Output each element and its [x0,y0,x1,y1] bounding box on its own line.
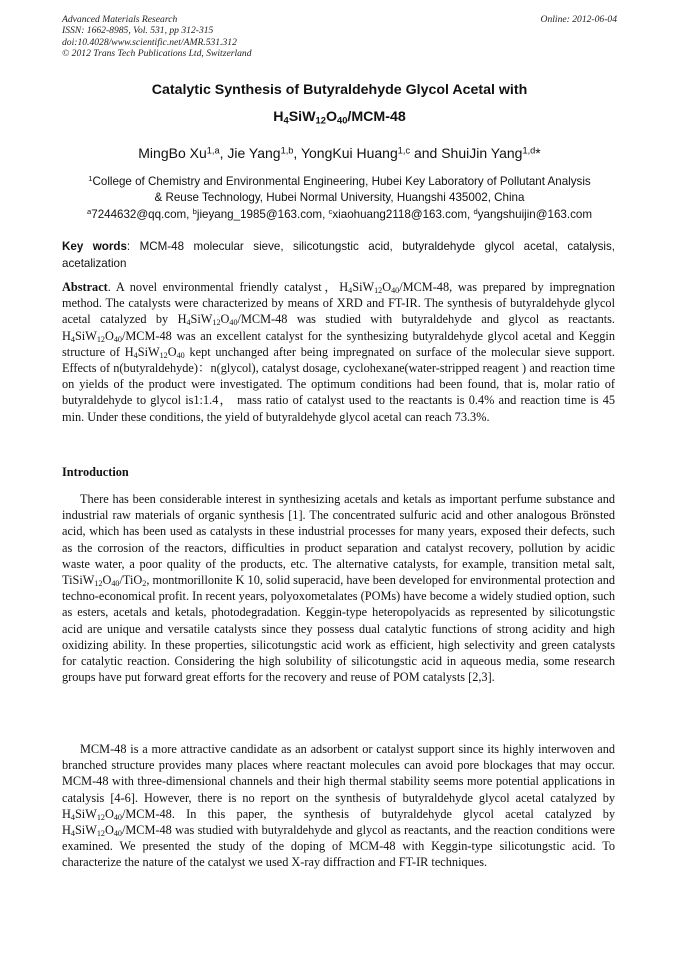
keywords-label: Key words [62,240,127,253]
paper-title-line-1: Catalytic Synthesis of Butyraldehyde Glycol Acetal with [151,82,528,98]
copyright-line: © 2012 Trans Tech Publications Ltd, Switzerland [62,47,252,59]
email-link[interactable]: jieyang_1985@163.com, [196,208,329,221]
introduction-paragraph-1: There has been considerable interest in synthesizing acetals and ketals as important perfume substance and industrial raw materials of organic synthesis [1]. The concentrated sulfuric acid and other analogous Brönsted acid, which has been used as catalysts in these industrial processes for many years, exposed their defects, such as the corrosion of the reactors, difficulties in product separation and catalyst recovery, pollution by acidic waste water, a poor quality of the products, etc. The alternative catalysts, for example, transition metal salt, $TiSiW_{12}O_{40}/TiO_2$, montmorillonite K 10, solid superacid, have been developed for environmental protection and techno-economical profit. In recent years, polyoxometalates (POMs) have become a widely studied option, such as esters, acetals and ketals, photodegradation. Keggin-type heteropolyacids as represented by silicotungstic acid are unique and versatile catalysts since they possess dual catalytic functions of strong acidity and high oxidizing ability. In these properties, silicotungstic acid work as efficient, high selectivity and green catalysts for catalytic reaction. Considering the high solubility of silicotungstic acid in aqueous media, some research groups have put forward great efforts for the recovery and reuse of POM catalysts [2,3]. [62,492,615,685]
author: MingBo Xu [138,145,207,161]
journal-header [62,14,617,59]
keywords: Key words: MCM-48 molecular sieve, silicotungstic acid, butyraldehyde glycol acetal, catalysis, acetalization [62,240,615,270]
affiliation-line-1: $^1$College of Chemistry and Environmental Engineering, Hubei Key Laboratory of Pollutant Analysis [88,174,591,188]
abstract: Abstract. A novel environmental friendly catalyst，$H_4SiW_{12}O_{40}/MCM-48$, was prepared by impregnation method. The catalysts were characterized by means of XRD and FT-IR. The synthesis of butyraldehyde glycol acetal catalyzed by $H_4SiW_{12}O_{40}/MCM-48$ was studied with butyraldehyde and glycol as reactants. $H_4SiW_{12}O_{40}/MCM-48$ was an excellent catalyst for the synthesizing butyraldehyde glycol acetal and Keggin structure of $H_4SiW_{12}O_{40}$ kept unchanged after being impregnated on surface of the molecular sieve support. Effects of n(butyraldehyde)：n(glycol), catalyst dosage, cyclohexane(water-stripped reagent ) and reaction time on yields of the product were investigated. The optimum conditions had been found, that is, molar ratio of butyraldehyde to glycol is1:1.4， mass ratio of catalyst used to the reactants is 0.4% and reaction time is 45 min. Under these conditions, the yield of butyraldehyde glycol acetal can reach 73.3%. [62,280,616,424]
journal-name: Advanced Materials Research [62,14,178,25]
author: ShuiJin Yang [441,145,523,161]
author: Jie Yang [227,145,281,161]
online-date: Online: 2012-06-04 [540,14,617,25]
introduction-paragraph-2: MCM-48 is a more attractive candidate as an adsorbent or catalyst support since its highly interwoven and branched structure provides many places where reactant molecules can avoid pore blockages that may occur. MCM-48 with three-dimensional channels and their high thermal stability seems more potential applications in catalysis [4-6]. However, there is no report on the synthesis of butyraldehyde glycol acetal catalyzed by $H_4SiW_{12}O_{40}/MCM-48$. In this paper, the synthesis of butyraldehyde glycol acetal catalyzed by $H_4SiW_{12}O_{40}/MCM-48$ was studied with butyraldehyde and glycol as reactants, and the reaction conditions were examined. We presented the study of the doping of MCM-48 with Keggin-type silicotungstic acid. To characterize the nature of the catalyst we used X-ray diffraction and FT-IR techniques. [62,742,615,870]
author-list: MingBo Xu$^{1,a}$, Jie Yang$^{1,b}$, YongKui Huang$^{1,c}$ and ShuiJin Yang$^{1,d}$* [138,145,541,161]
issn-line: ISSN: 1662-8985, Vol. 531, pp 312-315 [62,25,214,37]
email-link[interactable]: xiaohuang2118@163.com, [332,208,474,221]
doi-line: doi:10.4028/www.scientific.net/AMR.531.312 [62,36,237,48]
paper-title-line-2: $H_4SiW_{12}O_{40}/MCM-48$ [273,109,406,126]
email-link[interactable]: 7244632@qq.com, [91,208,193,221]
author: YongKui Huang [300,145,398,161]
section-heading-introduction: Introduction [62,465,129,479]
affiliation-line-2: & Reuse Technology, Hubei Normal University, Huangshi 435002, China [154,191,525,204]
abstract-label: Abstract [62,280,108,294]
email-list: $^a$7244632@qq.com, $^b$jieyang_1985@163.com, $^c$xiaohuang2118@163.com, $^d$yangshuijin@163.com [87,207,592,221]
email-link[interactable]: yangshuijin@163.com [477,208,592,221]
